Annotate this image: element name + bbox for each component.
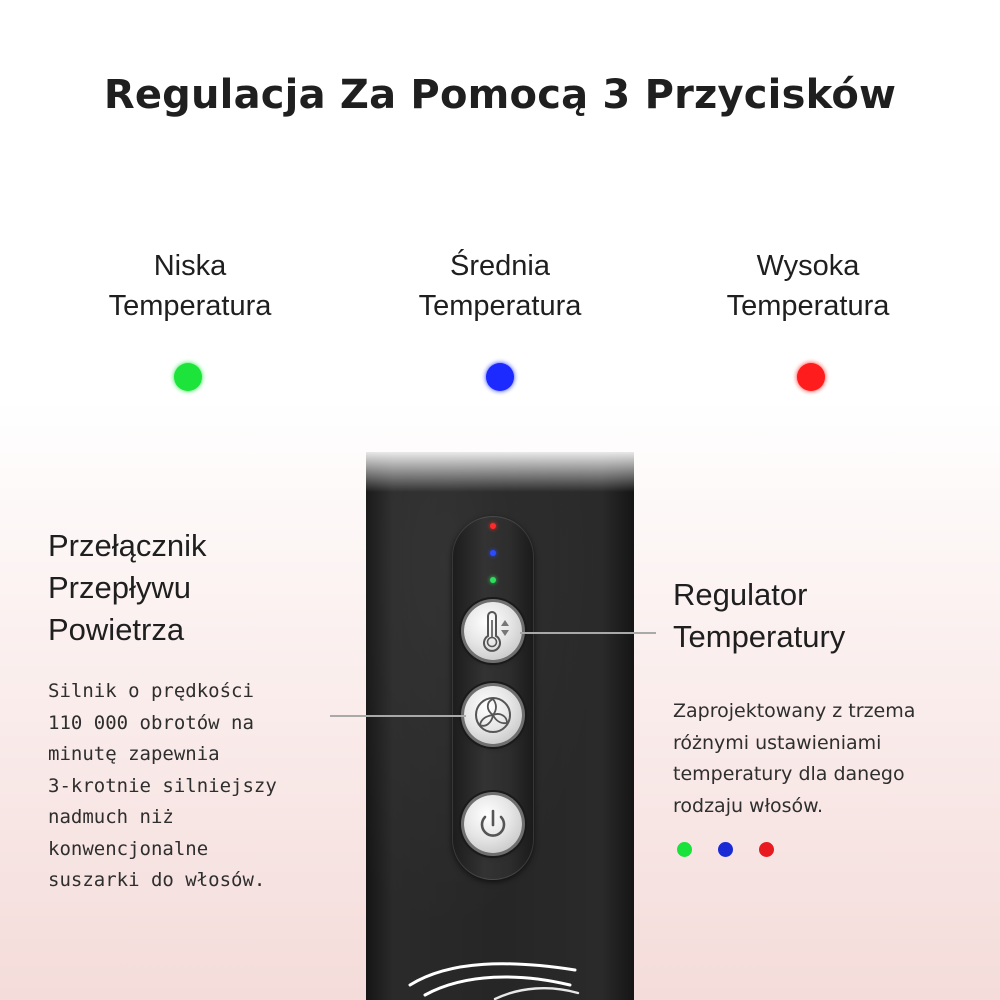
medium-temperature-line1: Średnia <box>450 250 550 282</box>
airflow-heading-line: Przepływu <box>48 570 191 605</box>
airflow-pointer-line <box>330 715 466 717</box>
fan-icon <box>464 686 522 744</box>
temperature-scale <box>0 0 1000 420</box>
high-temperature-marker <box>797 363 825 391</box>
high-setting-dot <box>759 842 774 857</box>
low-temperature-line1: Niska <box>153 250 227 282</box>
device-top-fade <box>366 452 634 492</box>
temperature-heading-line: Regulator <box>673 577 808 612</box>
airflow-description-line: 110 000 obrotów na <box>48 711 254 734</box>
airflow-heading-line: Powietrza <box>48 612 185 647</box>
airflow-button[interactable] <box>464 686 522 744</box>
medium-temperature-line2: Temperatura <box>418 290 582 322</box>
power-icon <box>464 795 522 853</box>
low-temperature-line2: Temperatura <box>108 290 272 322</box>
temperature-regulator-heading <box>673 574 845 658</box>
airflow-description-line: nadmuch niż <box>48 806 174 828</box>
temperature-description-line: temperatury dla danego <box>673 763 905 785</box>
power-button[interactable] <box>464 795 522 853</box>
medium-temperature-marker <box>486 363 514 391</box>
page-title: Regulacja Za Pomocą 3 Przycisków <box>103 72 897 118</box>
medium-setting-dot <box>718 842 733 857</box>
medium-temperature-indicator-led <box>490 550 496 556</box>
airflow-description-line: Silnik o prędkości <box>48 680 254 702</box>
low-temperature-marker <box>174 363 202 391</box>
high-temperature-indicator-led <box>490 523 496 529</box>
airflow-heading-line: Przełącznik <box>48 528 207 563</box>
low-temperature-indicator-led <box>490 577 496 583</box>
airflow-description-line: suszarki do włosów. <box>48 869 266 891</box>
low-setting-dot <box>677 842 692 857</box>
temperature-heading-line: Temperatury <box>673 619 846 654</box>
airflow-description-line: konwencjonalne <box>48 837 209 860</box>
airflow-description <box>48 676 277 897</box>
temperature-description-line: różnymi ustawieniami <box>673 731 882 754</box>
temperature-description-line: Zaprojektowany z trzema <box>673 700 916 722</box>
airflow-description-line: minutę zapewnia <box>48 743 220 765</box>
brand-logo-icon <box>400 955 600 1000</box>
thermometer-icon <box>464 602 522 660</box>
high-temperature-line1: Wysoka <box>756 250 860 282</box>
high-temperature-line2: Temperatura <box>726 290 890 322</box>
airflow-switch-heading <box>48 525 207 651</box>
temperature-description-line: rodzaju włosów. <box>673 794 823 817</box>
temperature-pointer-line <box>520 632 656 634</box>
airflow-description-line: 3-krotnie silniejszy <box>48 774 277 797</box>
temperature-button[interactable] <box>464 602 522 660</box>
temperature-description <box>673 696 915 822</box>
